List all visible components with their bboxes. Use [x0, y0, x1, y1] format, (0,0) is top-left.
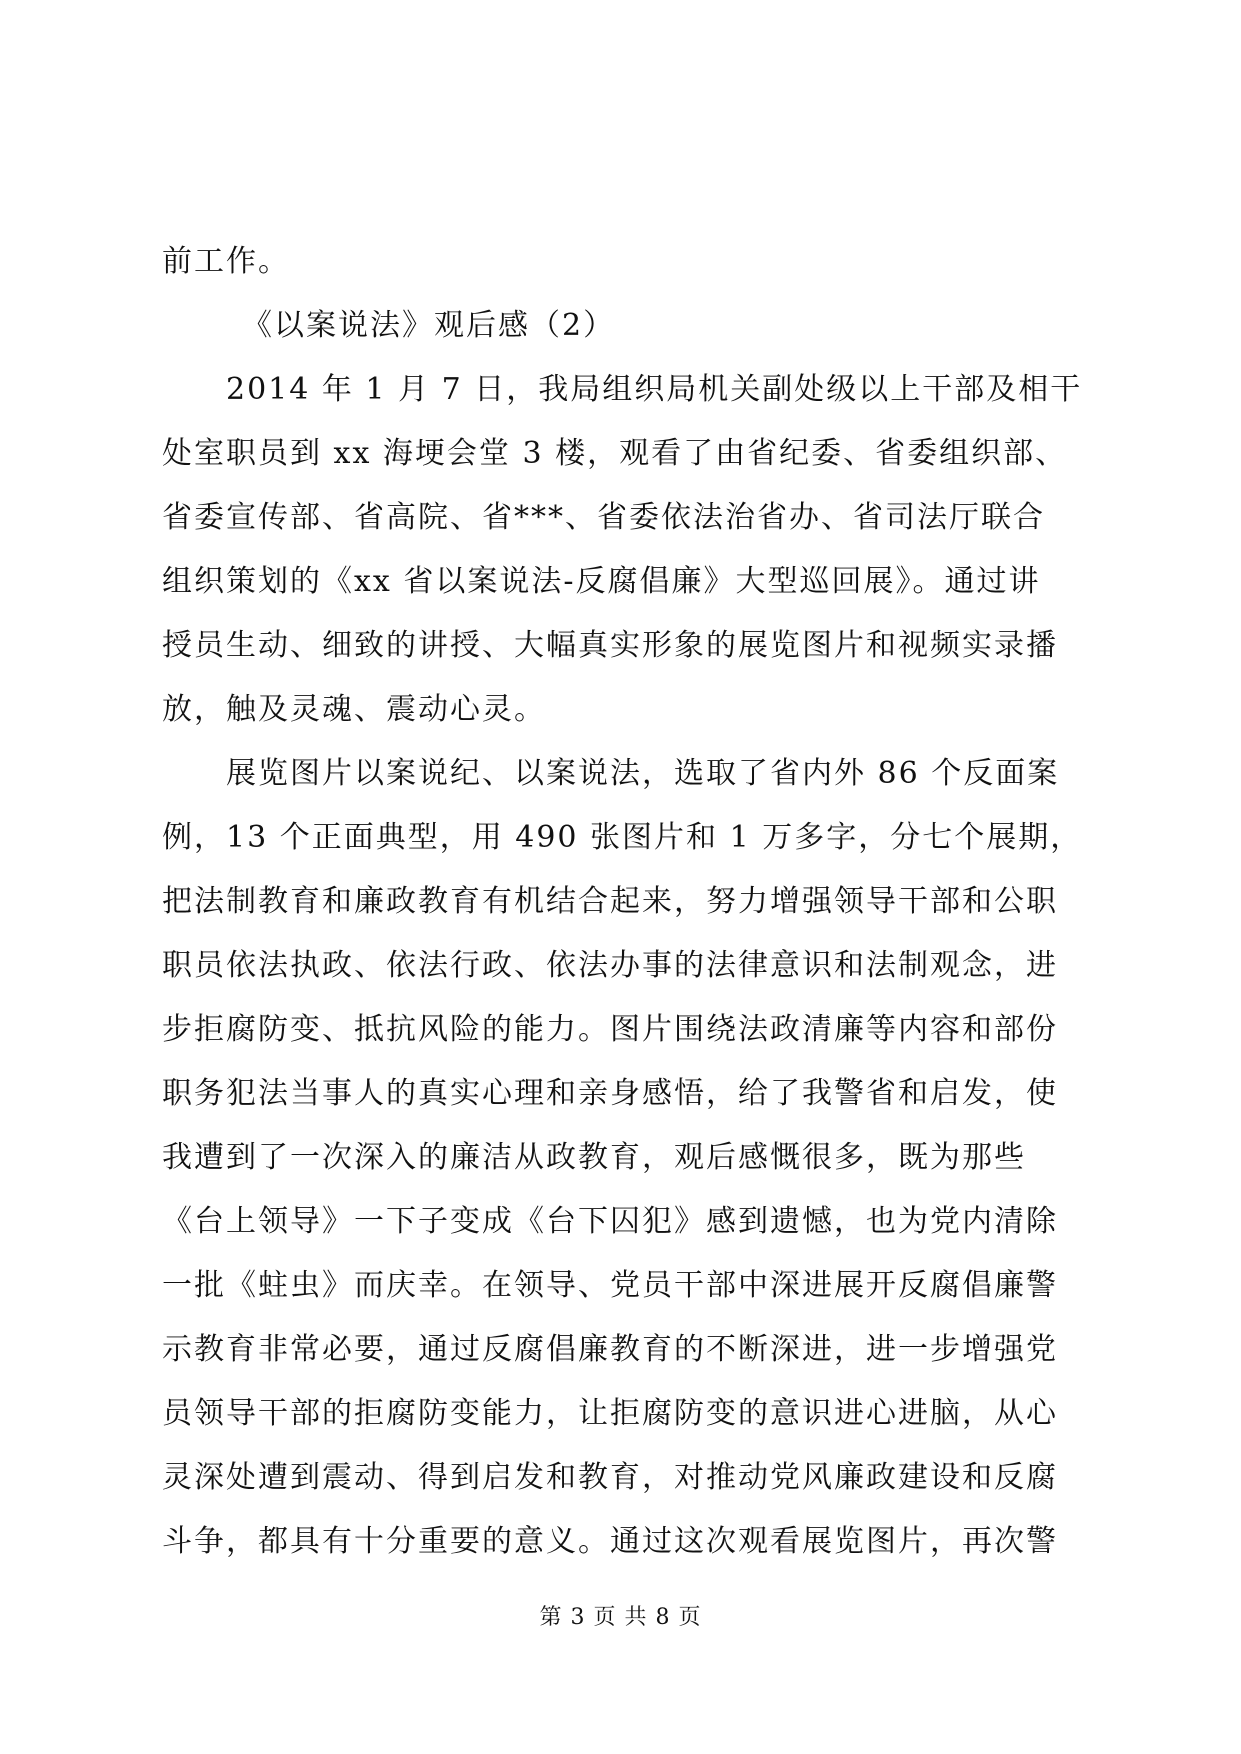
page-number: 第 3 页 共 8 页 — [539, 1605, 702, 1630]
paragraph-first-line: 2014 年 1 月 7 日，我局组织局机关副处级以上干部及相干 — [226, 372, 1083, 407]
body-line: 一批《蛀虫》而庆幸。在领导、党员干部中深进展开反腐倡廉警 — [162, 1268, 1058, 1303]
body-line: 斗争，都具有十分重要的意义。通过这次观看展览图片，再次警 — [162, 1524, 1058, 1559]
body-line: 员领导干部的拒腐防变能力，让拒腐防变的意识进心进脑，从心 — [162, 1396, 1058, 1431]
section-title: 《以案说法》观后感（2） — [242, 308, 616, 343]
page-footer — [0, 1600, 1241, 1631]
body-line: 把法制教育和廉政教育有机结合起来，努力增强领导干部和公职 — [162, 884, 1058, 919]
body-line: 处室职员到 xx 海埂会堂 3 楼，观看了由省纪委、省委组织部、 — [162, 436, 1068, 471]
document-body — [162, 230, 1082, 1574]
body-line: 授员生动、细致的讲授、大幅真实形象的展览图片和视频实录播 — [162, 628, 1058, 663]
body-line: 省委宣传部、省高院、省***、省委依法治省办、省司法厅联合 — [162, 500, 1045, 535]
body-line: 职员依法执政、依法行政、依法办事的法律意识和法制观念，进 — [162, 948, 1058, 983]
body-line: 示教育非常必要，通过反腐倡廉教育的不断深进，进一步增强党 — [162, 1332, 1058, 1367]
body-line: 我遭到了一次深入的廉洁从政教育，观后感慨很多，既为那些 — [162, 1140, 1026, 1175]
body-line: 例，13 个正面典型，用 490 张图片和 1 万多字，分七个展期， — [162, 820, 1083, 855]
body-line: 放，触及灵魂、震动心灵。 — [162, 692, 546, 727]
body-line: 职务犯法当事人的真实心理和亲身感悟，给了我警省和启发，使 — [162, 1076, 1058, 1111]
body-line: 组织策划的《xx 省以案说法-反腐倡廉》大型巡回展》。通过讲 — [162, 564, 1041, 599]
paragraph-first-line: 展览图片以案说纪、以案说法，选取了省内外 86 个反面案 — [226, 756, 1060, 791]
body-line: 《台上领导》一下子变成《台下囚犯》感到遗憾，也为党内清除 — [162, 1204, 1058, 1239]
body-line: 前工作。 — [162, 244, 290, 279]
body-line: 步拒腐防变、抵抗风险的能力。图片围绕法政清廉等内容和部份 — [162, 1012, 1058, 1047]
body-line: 灵深处遭到震动、得到启发和教育，对推动党风廉政建设和反腐 — [162, 1460, 1058, 1495]
